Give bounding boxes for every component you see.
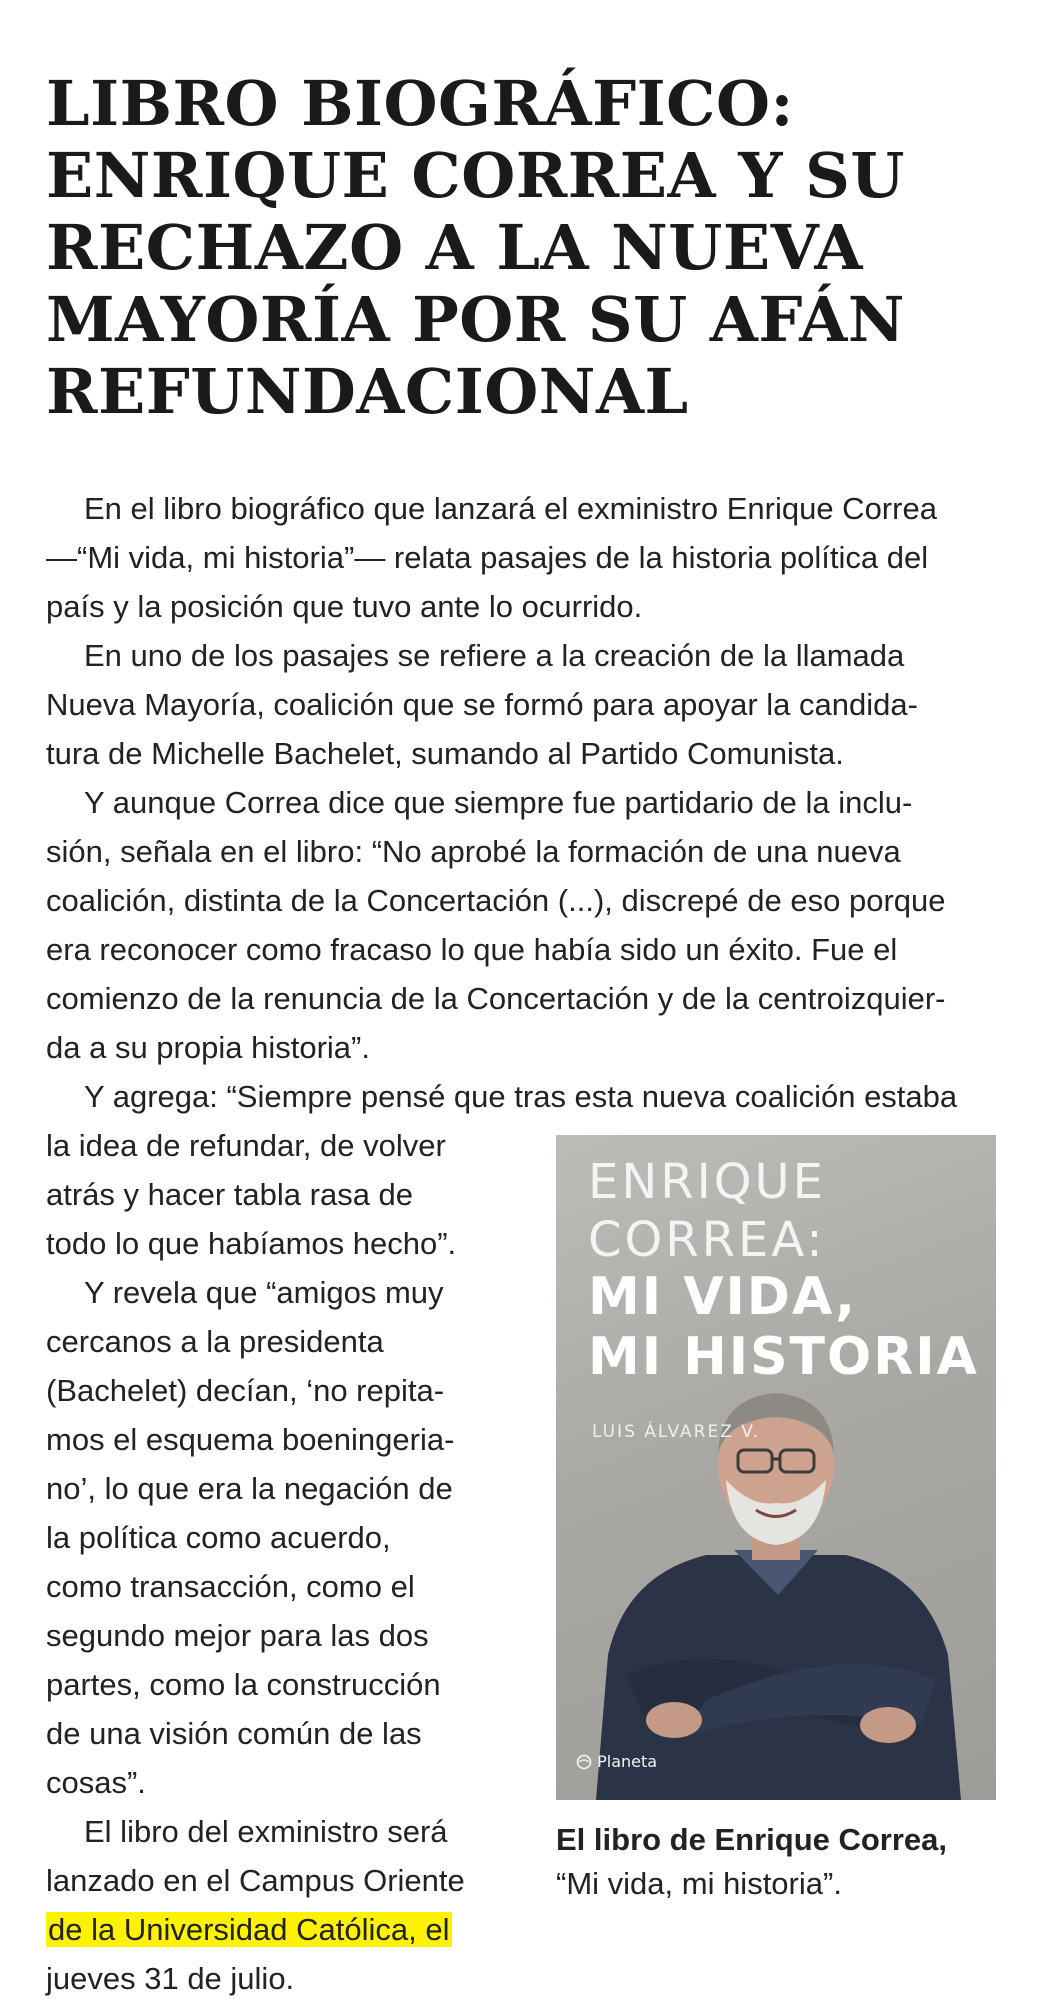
book-cover-image: [556, 1135, 996, 1800]
highlighted-text: de la Universidad Católica, el: [48, 1912, 450, 1947]
text-line: país y la posición que tuvo ante lo ocurrido.: [46, 589, 643, 624]
text-line: cosas”.: [46, 1765, 146, 1800]
caption-bold: El libro de Enrique Correa,: [556, 1822, 948, 1857]
text-line: como transacción, como el: [46, 1569, 415, 1604]
text-line: (Bachelet) decían, ‘no repita-: [46, 1373, 445, 1408]
cover-author-name: ENRIQUE CORREA:: [588, 1154, 826, 1268]
publisher-name: Planeta: [597, 1752, 658, 1771]
text-line: sión, señala en el libro: “No aprobé la formación de una nueva: [46, 834, 901, 869]
paragraph-2: [46, 631, 996, 778]
text-line: Nueva Mayoría, coalición que se formó para apoyar la candida-: [46, 687, 918, 722]
paragraph-1: [46, 484, 996, 631]
text-line: comienzo de la renuncia de la Concertación y de la centroizquier-: [46, 981, 946, 1016]
text-line: era reconocer como fracaso lo que había sido un éxito. Fue el: [46, 932, 898, 967]
text-line: En el libro biográfico que lanzará el exministro Enrique Correa: [84, 491, 937, 526]
text-line: no’, lo que era la negación de: [46, 1471, 453, 1506]
paragraph-5: [46, 1268, 476, 1807]
text-line: —“Mi vida, mi historia”— relata pasajes de la historia política del: [46, 540, 929, 575]
image-caption: [556, 1818, 1026, 1906]
article-headline: [46, 68, 1026, 428]
text-line: de una visión común de las: [46, 1716, 422, 1751]
text-line: Y aunque Correa dice que siempre fue partidario de la inclu-: [84, 785, 913, 820]
headline-line: ENRIQUE CORREA Y SU: [46, 139, 905, 212]
headline-line: LIBRO BIOGRÁFICO:: [46, 67, 794, 140]
headline-line: RECHAZO A LA NUEVA: [46, 211, 864, 284]
paragraph-3: [46, 778, 996, 1072]
headline-line: MAYORÍA POR SU AFÁN: [46, 283, 906, 356]
text-line: El libro del exministro será: [84, 1814, 448, 1849]
text-line: lanzado en el Campus Oriente: [46, 1863, 465, 1898]
text-line: Y agrega: “Siempre pensé que tras esta nueva coalición estaba: [84, 1079, 958, 1114]
text-line: da a su propia historia”.: [46, 1030, 370, 1065]
text-line: tura de Michelle Bachelet, sumando al Partido Comunista.: [46, 736, 844, 771]
text-line: [46, 1905, 476, 1954]
paragraph-6: [46, 1807, 476, 2003]
text-line: la idea de refundar, de volver: [46, 1128, 446, 1163]
cover-subauthor: LUIS ÁLVAREZ V.: [592, 1422, 761, 1442]
publisher-logo: [576, 1752, 657, 1771]
text-line: la política como acuerdo,: [46, 1520, 391, 1555]
text-line: coalición, distinta de la Concertación (...), discrepé de eso porque: [46, 883, 946, 918]
text-line: segundo mejor para las dos: [46, 1618, 429, 1653]
headline-line: REFUNDACIONAL: [46, 355, 689, 428]
planeta-logo-icon: [576, 1754, 592, 1770]
cover-title: MI VIDA, MI HISTORIA: [588, 1267, 979, 1387]
text-line: mos el esquema boeningeria-: [46, 1422, 455, 1457]
text-line: Y revela que “amigos muy: [84, 1275, 444, 1310]
text-line: todo lo que habíamos hecho”.: [46, 1226, 457, 1261]
text-line: partes, como la construcción: [46, 1667, 441, 1702]
caption-regular: “Mi vida, mi historia”.: [556, 1866, 842, 1901]
text-line: En uno de los pasajes se refiere a la creación de la llamada: [84, 638, 905, 673]
text-line: cercanos a la presidenta: [46, 1324, 384, 1359]
text-line: atrás y hacer tabla rasa de: [46, 1177, 414, 1212]
text-line: jueves 31 de julio.: [46, 1961, 295, 1996]
